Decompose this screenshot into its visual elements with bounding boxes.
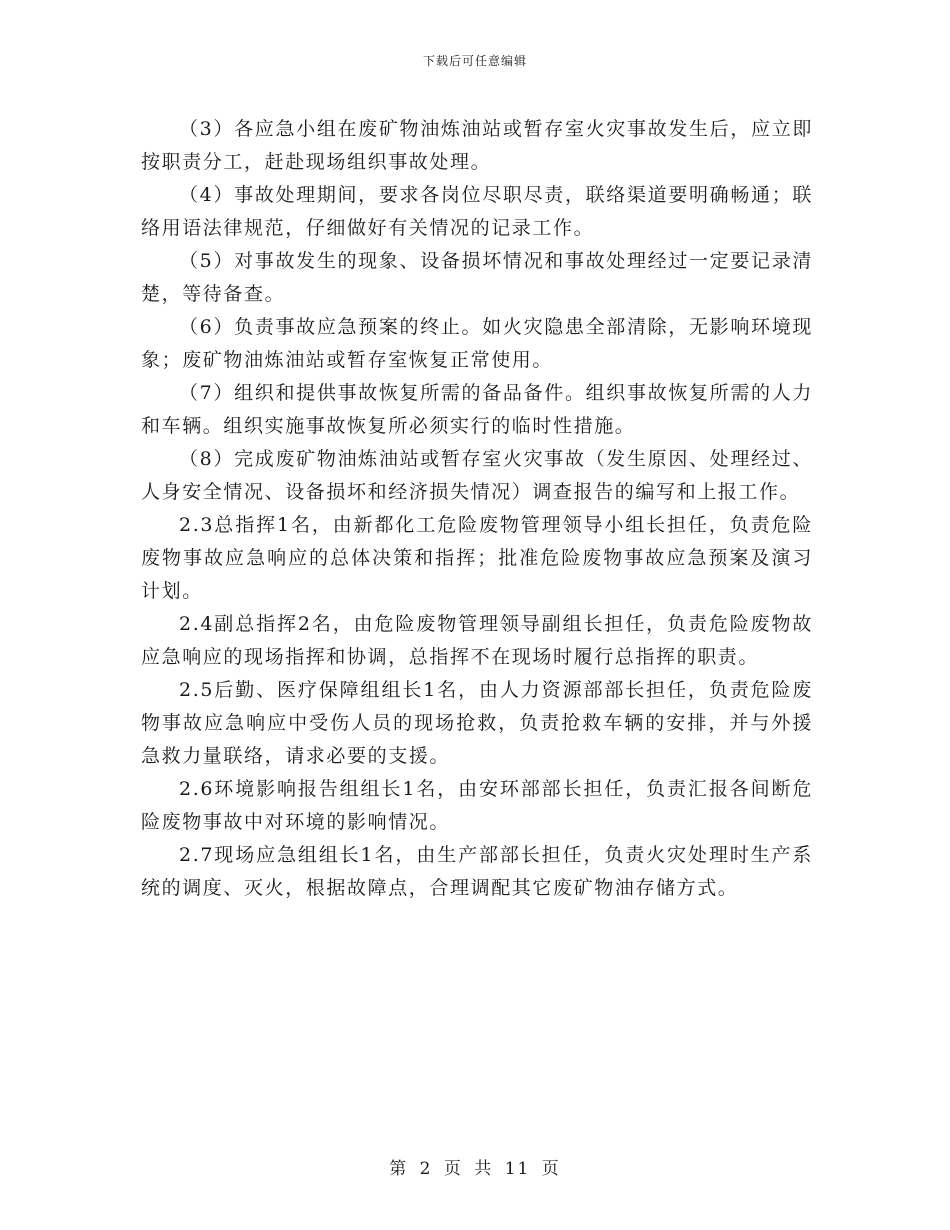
paragraph-item-6: （6）负责事故应急预案的终止。如火灾隐患全部清除，无影响环境现象；废矿物油炼油站或暂存室恢复正常使用。 (141, 316, 813, 371)
paragraph-item-4: （4）事故处理期间，要求各岗位尽职尽责，联络渠道要明确畅通；联络用语法律规范，仔细做好有关情况的记录工作。 (141, 184, 813, 239)
paragraph-section-2-5: 2.5后勤、医疗保障组组长1名，由人力资源部部长担任，负责危险废物事故应急响应中受伤人员的现场抢救，负责抢救车辆的安排，并与外援急救力量联络，请求必要的支援。 (141, 679, 813, 767)
paragraph-item-8: （8）完成废矿物油炼油站或暂存室火灾事故（发生原因、处理经过、人身安全情况、设备损坏和经济损失情况）调查报告的编写和上报工作。 (141, 448, 813, 503)
document-body (141, 113, 813, 905)
paragraph-item-7: （7）组织和提供事故恢复所需的备品备件。组织事故恢复所需的人力和车辆。组织实施事故恢复所必须实行的临时性措施。 (141, 382, 813, 437)
paragraph-section-2-6: 2.6环境影响报告组组长1名，由安环部部长担任，负责汇报各间断危险废物事故中对环境的影响情况。 (141, 778, 813, 833)
paragraph-section-2-7: 2.7现场应急组组长1名，由生产部部长担任，负责火灾处理时生产系统的调度、灭火，根据故障点，合理调配其它废矿物油存储方式。 (141, 844, 813, 899)
page-number-footer: 第 2 页 共 11 页 (389, 1159, 561, 1179)
page-header: 下载后可任意编辑 (422, 54, 527, 68)
paragraph-section-2-4: 2.4副总指挥2名，由危险废物管理领导副组长担任，负责危险废物故应急响应的现场指挥和协调，总指挥不在现场时履行总指挥的职责。 (141, 613, 813, 668)
paragraph-item-3: （3）各应急小组在废矿物油炼油站或暂存室火灾事故发生后，应立即按职责分工，赶赴现场组织事故处理。 (141, 118, 813, 173)
paragraph-section-2-3: 2.3总指挥1名，由新都化工危险废物管理领导小组长担任，负责危险废物事故应急响应的总体决策和指挥；批准危险废物事故应急预案及演习计划。 (141, 514, 813, 602)
paragraph-item-5: （5）对事故发生的现象、设备损坏情况和事故处理经过一定要记录清楚，等待备查。 (141, 250, 813, 305)
